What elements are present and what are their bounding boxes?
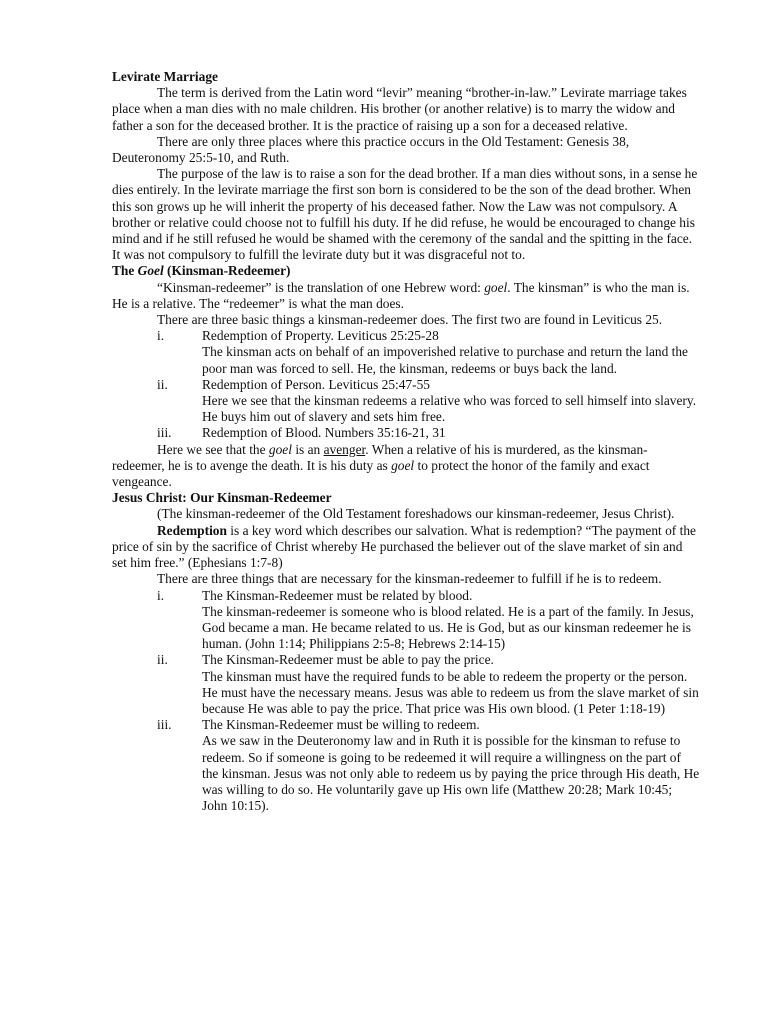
- jesus-paragraph-3: There are three things that are necessary for the kinsman-redeemer to fulfill if he is to redeem.: [157, 571, 662, 587]
- heading-goel-suffix: (Kinsman-Redeemer): [163, 263, 291, 279]
- goel-p3-part-d: to protect the honor of the family and exact vengeance.: [112, 457, 650, 490]
- list-numeral: i.: [157, 587, 165, 603]
- list-item-title: The Kinsman-Redeemer must be able to pay the price.: [202, 652, 494, 668]
- list-item-body: The kinsman must have the required funds to be able to redeem the property or the person. He must have the necessary means. Jesus was able to redeem us from the slave market of sin because He was able to pay the price. That price was His own blood. (1 Peter 1:18-19): [202, 668, 699, 716]
- levirate-paragraph-2: There are only three places where this practice occurs in the Old Testament: Genesis 38, Deuteronomy 25:5-10, and Ruth.: [112, 133, 630, 166]
- goel-p3-underlined: avenger: [323, 441, 366, 457]
- list-item-body: Here we see that the kinsman redeems a relative who was forced to sell himself into slavery. He buys him out of slavery and sets him free.: [202, 393, 697, 425]
- heading-goel-word: Goel: [137, 263, 164, 279]
- goel-p3-italic-1: goel: [268, 441, 292, 457]
- goel-p3-part-b: is an: [291, 441, 324, 457]
- section-heading-jesus: Jesus Christ: Our Kinsman-Redeemer: [112, 490, 332, 506]
- levirate-paragraph-3: The purpose of the law is to raise a son for the dead brother. If a man dies without sons, in a sense he dies entirely. In the levirate marriage the first son born is considered to be the son of the dead brother. When this son grows up he will inherit the property of his deceased father. Now the Law was not compulsory. A brother or relative could choose not to fulfill his duty. If he did refuse, he would be encouraged to change his mind and if he still refused he would be shamed with the ceremony of the sandal and the spitting in the face. It was not compulsory to fulfill the levirate duty but it was disgraceful not to.: [112, 166, 698, 263]
- list-item-body: The kinsman-redeemer is someone who is blood related. He is a part of the family. In Jesus, God became a man. He became related to us. He is God, but as our kinsman redeemer he is human. (John 1:14; Philippians 2:5-8; Hebrews 2:14-15): [202, 603, 694, 652]
- goel-p1-italic: goel: [484, 279, 508, 295]
- goel-p3-part-c: . When a relative of his is murdered, as the kinsman-redeemer, he is to avenge the death. It is his duty as: [112, 441, 648, 473]
- goel-p3-italic-2: goel: [391, 457, 415, 473]
- goel-p1-part-a: “Kinsman-redeemer” is the translation of one Hebrew word:: [157, 279, 485, 295]
- list-item-title: The Kinsman-Redeemer must be willing to redeem.: [202, 717, 480, 733]
- goel-list-item-3: [112, 425, 700, 441]
- section-heading-levirate: Levirate Marriage: [112, 69, 218, 84]
- list-item-title: Redemption of Blood. Numbers 35:16-21, 31: [202, 425, 446, 441]
- jesus-list-item-1: [112, 588, 700, 604]
- document-page: [112, 69, 700, 814]
- section-heading-goel: [112, 263, 700, 279]
- jesus-list-item-3: [112, 717, 700, 733]
- list-numeral: iii.: [157, 717, 172, 733]
- list-numeral: ii.: [157, 376, 168, 392]
- list-item-body: The kinsman acts on behalf of an impoverished relative to purchase and return the land the poor man was forced to sell. He, the kinsman, redeems or buys back the land.: [202, 344, 688, 376]
- goel-list-item-2: [112, 377, 700, 393]
- goel-paragraph-1: [112, 280, 700, 312]
- goel-p3-part-a: Here we see that the: [157, 441, 269, 457]
- goel-paragraph-3: [112, 442, 700, 491]
- goel-paragraph-2: There are three basic things a kinsman-redeemer does. The first two are found in Leviticus 25.: [157, 312, 663, 328]
- heading-goel-prefix: The: [112, 263, 138, 279]
- goel-p1-part-b: . The kinsman” is who the man is. He is a relative. The “redeemer” is what the man does.: [112, 279, 690, 311]
- list-numeral: i.: [157, 328, 165, 344]
- goel-list-item-1: [112, 328, 700, 344]
- jesus-paragraph-1: (The kinsman-redeemer of the Old Testament foreshadows our kinsman-redeemer, Jesus Christ).: [157, 506, 675, 522]
- list-numeral: ii.: [157, 652, 168, 668]
- jesus-paragraph-2: [112, 523, 700, 572]
- list-item-body: As we saw in the Deuteronomy law and in Ruth it is possible for the kinsman to refuse to redeem. So if someone is going to be redeemed it will require a willingness on the part of the kinsman. Jesus was not only able to redeem us by paying the price through His death, He was willing to do so. He voluntarily gave up His own life (Matthew 20:28; Mark 10:45; John 10:15).: [202, 733, 700, 814]
- jesus-p2-rest: is a key word which describes our salvation. What is redemption? “The payment of the price of sin by the sacrifice of Christ whereby He purchased the believer out of the slave market of sin and set him free.” (Ephesians 1:7-8): [112, 522, 696, 571]
- jesus-p2-bold: Redemption: [157, 522, 227, 538]
- list-numeral: iii.: [157, 425, 172, 441]
- list-item-title: Redemption of Person. Leviticus 25:47-55: [202, 376, 430, 392]
- list-item-title: The Kinsman-Redeemer must be related by blood.: [202, 587, 473, 603]
- levirate-paragraph-1: The term is derived from the Latin word “levir” meaning “brother-in-law.” Levirate marriage takes place when a man dies with no male children. His brother (or another relative) is to marry the widow and father a son for the deceased brother. It is the practice of raising up a son for a deceased relative.: [112, 85, 687, 133]
- jesus-list-item-2: [112, 652, 700, 668]
- list-item-title: Redemption of Property. Leviticus 25:25-28: [202, 328, 439, 344]
